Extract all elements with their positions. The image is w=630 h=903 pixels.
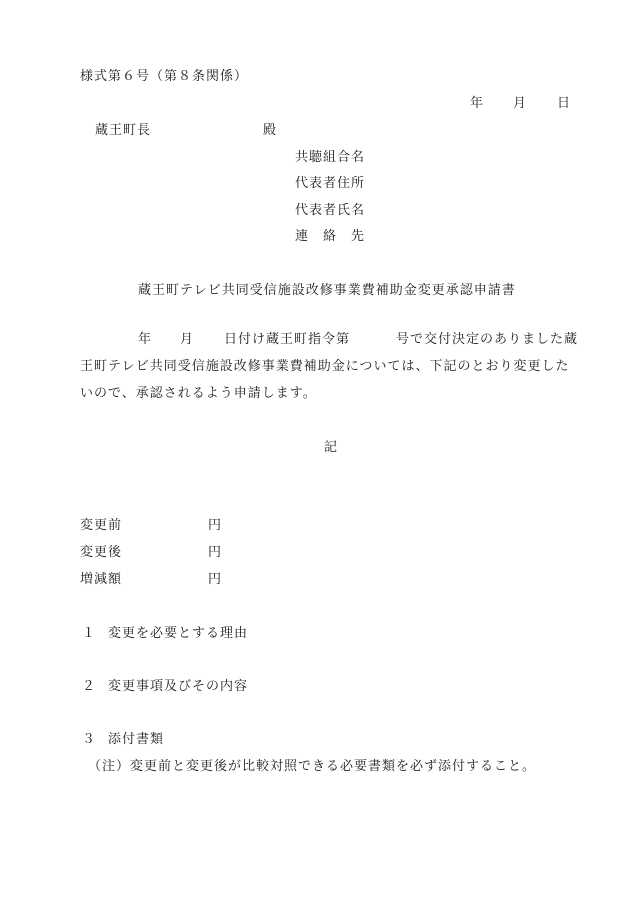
body-day-order: 日付け蔵王町指令第 bbox=[224, 332, 351, 347]
item-text-2: 変更事項及びその内容 bbox=[108, 679, 249, 694]
item-number-3: ３ bbox=[82, 732, 96, 747]
addressee-name: 蔵王町長 bbox=[95, 123, 152, 138]
item-text-3: 添付書類 bbox=[108, 732, 165, 747]
body-line-2: 王町テレビ共同受信施設改修事業費補助金については、下記のとおり変更した bbox=[80, 359, 570, 374]
item-number-1: １ bbox=[82, 626, 96, 641]
rep-address-label: 代表者住所 bbox=[295, 176, 366, 191]
date-month: 月 bbox=[513, 96, 527, 111]
amount-label-diff: 増減額 bbox=[80, 572, 123, 587]
ki-mark: 記 bbox=[324, 440, 338, 455]
attachment-note: （注）変更前と変更後が比較対照できる必要書類を必ず添付すること。 bbox=[88, 759, 537, 774]
rep-name-label: 代表者氏名 bbox=[295, 203, 366, 218]
item-text-1: 変更を必要とする理由 bbox=[108, 626, 249, 641]
document-title: 蔵王町テレビ共同受信施設改修事業費補助金変更承認申請書 bbox=[138, 283, 516, 298]
form-number: 様式第６号（第８条関係） bbox=[80, 69, 249, 84]
amount-unit-before: 円 bbox=[208, 518, 222, 533]
amount-unit-diff: 円 bbox=[208, 572, 222, 587]
amount-label-before: 変更前 bbox=[80, 518, 123, 533]
amount-unit-after: 円 bbox=[208, 545, 222, 560]
body-month: 月 bbox=[180, 332, 194, 347]
contact-label: 連 絡 先 bbox=[295, 229, 366, 244]
item-number-2: ２ bbox=[82, 679, 96, 694]
group-name-label: 共聴組合名 bbox=[295, 150, 366, 165]
body-number: 号で交付決定のありました蔵 bbox=[396, 332, 579, 347]
date-year: 年 bbox=[470, 96, 484, 111]
body-year: 年 bbox=[138, 332, 152, 347]
addressee-honorific: 殿 bbox=[263, 123, 277, 138]
date-day: 日 bbox=[557, 96, 571, 111]
body-line-3: いので、承認されるよう申請します。 bbox=[80, 386, 317, 401]
amount-label-after: 変更後 bbox=[80, 545, 123, 560]
